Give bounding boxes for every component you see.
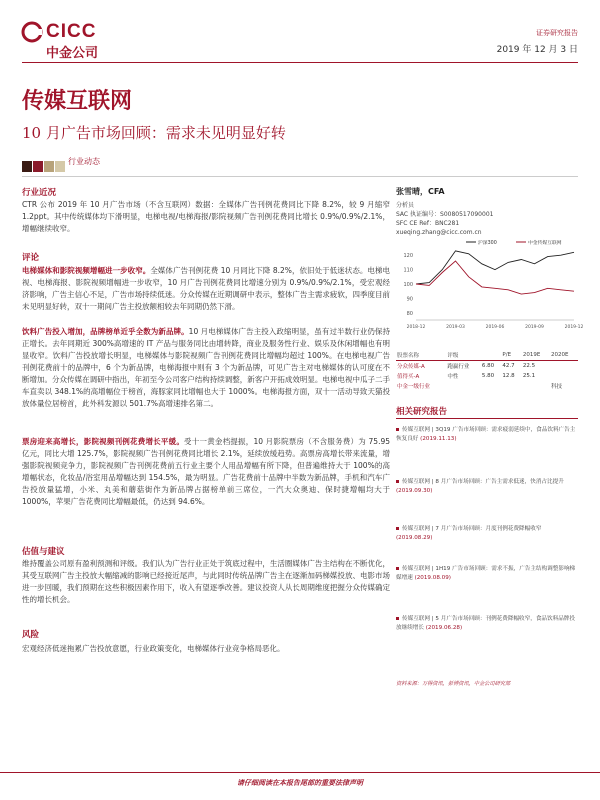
legal-notice[interactable]: 请仔细阅读在本报告尾部的重要法律声明: [237, 779, 363, 787]
stock-pe-2020: 22.5: [522, 363, 536, 369]
y-tick-label: 100: [403, 282, 413, 288]
comment-p1-lead: 电梯媒体和影院视频增幅进一步收窄。: [22, 266, 151, 275]
section-heading-comment: 评论: [22, 253, 40, 263]
table-row: [396, 361, 578, 372]
related-report-item[interactable]: [396, 525, 578, 543]
bullet-icon: [396, 480, 399, 483]
comment-paragraph-1: [22, 265, 390, 313]
risk-text: 宏观经济低迷拖累广告投放意愿，行业政策变化，电梯媒体行业竞争格局恶化。: [22, 644, 285, 653]
stock-name[interactable]: 值得买-A: [397, 374, 420, 380]
related-report-date: (2019.11.13): [420, 436, 457, 442]
x-tick-label: 2019-09: [525, 325, 544, 330]
related-report-item[interactable]: [396, 565, 578, 583]
performance-chart: [396, 236, 584, 336]
table-row: [396, 381, 578, 391]
x-tick-label: 2019-03: [446, 325, 465, 330]
comment-p3-lead: 票房迎来高增长，影院视频刊例花费增长平缓。: [22, 437, 185, 446]
section-heading-overview: 行业近况: [22, 188, 57, 198]
table-header-row: [396, 350, 578, 361]
page-title: 传媒互联网: [22, 88, 133, 114]
comment-p3-body: 受十一黄金档提振，10 月影院票房（不含服务费）为 75.95 亿元，同比大增 125.7%，影院视频广告刊例花费同比增长 2.1%，延续放缓趋势。高票房高增长带来流量，增强影院视频竞争力，影院视频广告刊例花费前五行业主要个人用品增幅有所下降，但普遍维持大于 100%的高增幅状态，化妆品/浴室用品增幅达到 154.5%，最为明显。广告花费前十品牌中半数为新品牌，手机和汽车广告投放量猛增，小米、丸美和蘑菇街作为新品牌占据榜单前三席位，一汽大众奥迪、保时捷增幅均大于 1000%，苹果广告花费同比增幅最低，仍达到 94.6%。: [22, 437, 391, 506]
report-tag: 行业动态: [68, 157, 100, 166]
stock-rating: 中性: [447, 374, 459, 380]
series-line-0: [416, 251, 574, 284]
stock-pe-2020: 25.1: [522, 373, 536, 379]
title-divider: [22, 176, 578, 177]
overview-text: CTR 公布 2019 年 10 月广告市场（不含互联网）数据：全媒体广告刊例花费同比下降 8.2%，较 9 月缩窄 1.2ppt。其中传统媒体均下滑明显，电梯电视/电梯海报/影院视频广告刊例花费同比增长 0.9%/0.9%/2.1%，增幅继续收窄。: [22, 200, 390, 233]
y-tick-label: 90: [406, 296, 413, 303]
table-header-cell: 股票名称: [396, 350, 446, 361]
section-heading-valuation: 估值与建议: [22, 547, 65, 557]
analyst-name: 张雪晴，CFA: [396, 187, 445, 196]
table-header-cell: 2019E: [522, 350, 550, 361]
related-report-title: 传媒互联网 | 3Q19 广告市场回顾：需求疲弱延续中，食品饮料广告主恢复良好: [396, 427, 576, 442]
bullet-icon: [396, 527, 399, 530]
page-subtitle: 10 月广告市场回顾：需求未见明显好转: [22, 124, 286, 142]
source-credits: 资料来源：万得资讯，彭博资讯，中金公司研究部: [396, 681, 511, 687]
stock-rating: 跑赢行业: [447, 364, 470, 370]
related-report-item[interactable]: [396, 478, 578, 496]
section-heading-risk: 风险: [22, 630, 40, 640]
stock-pe-2019: 12.8: [502, 373, 515, 379]
comment-p2-body: 10 月电梯媒体广告主投入政缩明显，虽有过半数行业仍保持正增长。去年同期近 300%高增速的 IT 产品与服务同比由增转降，商业及服务性行业、娱乐及休闲增幅也有明显收窄。饮料广告投放增长明显，电梯媒体与影院视频广告刊例花费同比增幅均超过 100%。在电梯电视广告刊例花费前十的品牌中，6 个为新品牌，电梯海报中则有 3 个为新品牌，可见广告主对电梯媒体的认可度在不断增加。分众传媒在调研中指出，年初至今公司客户结构持续调整，新客户开拓成效明显。电梯电视中瓜子二手车直卖以 348.1%的高增幅位于榜首，海豚家同比增幅也大于 1000%。电梯海报方面，双十一活动导致天猫投放体量位居榜首，此外科发源以 501.7%高增速排名第二。: [22, 327, 390, 408]
related-heading: 相关研究报告: [396, 407, 448, 417]
valuation-text: 维持覆盖公司原有盈利预测和评级。我们认为广告行业正处于筑底过程中，生活圈媒体广告主结构在不断优化，其受互联网广告主投放大幅缩减的影响已经接近尾声，与此同时传统品牌广告主在逐渐加码梯媒投放、电影市场进一步回暖，我们预期在这些积极因素作用下，收入有望逐季改善。建议投资人从长周期维度把握分众传媒确定性的增长机会。: [22, 559, 390, 604]
analyst-sfc: SFC CE Ref：BNC281: [396, 220, 460, 227]
table-header-cell: [481, 350, 502, 361]
analyst-email[interactable]: xueqing.zhang@cicc.com.cn: [396, 229, 482, 236]
x-tick-label: 2018-12: [406, 325, 426, 330]
related-report-item[interactable]: [396, 426, 578, 444]
report-type: 证券研究报告: [536, 29, 578, 37]
series-line-1: [416, 261, 574, 294]
stock-table: [396, 350, 578, 391]
report-date: 2019 年 12 月 3 日: [496, 45, 578, 55]
comment-paragraph-2: [22, 326, 390, 410]
x-tick-label: 2019-12: [564, 325, 584, 330]
analyst-sac: SAC 执证编号：S0080517090001: [396, 211, 494, 218]
related-report-title: 传媒互联网 | 5 月广告市场回顾：刊例花费降幅收窄，食品饮料品牌投放继续增长: [396, 616, 575, 631]
table-header-cell: P/E: [501, 350, 522, 361]
y-tick-label: 80: [406, 310, 413, 317]
footer-divider: [0, 772, 600, 773]
analyst-role: 分析员: [396, 202, 415, 209]
related-report-date: (2019.09.30): [396, 488, 433, 494]
y-tick-label: 120: [403, 253, 413, 260]
bullet-icon: [396, 617, 399, 620]
industry-value: 科技: [550, 384, 562, 390]
header-divider: [22, 62, 578, 63]
legend-label: 中金传媒互联网: [528, 241, 562, 246]
analyst-block: [396, 186, 578, 237]
comment-paragraph-3: [22, 436, 390, 508]
stock-name[interactable]: 分众传媒-A: [397, 364, 425, 370]
industry-label[interactable]: 中金一级行业: [397, 384, 431, 390]
related-report-title: 传媒互联网 | 1H19 广告市场回顾：需求不振，广告主结构调整影响梯媒增速: [396, 566, 576, 581]
bullet-icon: [396, 567, 399, 570]
x-tick-label: 2019-06: [485, 325, 505, 330]
comment-p1-body: 全媒体广告刊例花费 10 月同比下降 8.2%，依旧处于低迷状态。电梯电视、电梯海报、影院视频增幅进一步收窄，10 月广告刊例花费同比增速分别为 0.9%/0.9%/2.1%，受宏观经济影响，广告主信心不足，广告市场持续低迷。分众传媒在近期调研中表示，整体广告主需求疲软，四季度目前未见明显好转，双十一期间广告主投放额相较去年同期仍然下滑。: [22, 266, 391, 311]
tag-blocks: [22, 156, 66, 175]
table-header-cell: 2020E: [550, 350, 578, 361]
related-divider: [396, 418, 578, 419]
stock-target: 6.80: [481, 363, 495, 369]
logo-text-cn: 中金公司: [46, 46, 99, 61]
stock-target: 5.80: [481, 373, 495, 379]
related-report-date: (2019.08.29): [396, 535, 433, 541]
logo-text-en: CICC: [46, 21, 97, 42]
bullet-icon: [396, 428, 399, 431]
table-header-cell: 评级: [446, 350, 481, 361]
related-report-title: 传媒互联网 | 8 月广告市场回顾：广告主需求低迷，快消占比提升: [402, 479, 564, 485]
related-report-item[interactable]: [396, 615, 578, 633]
table-row: [396, 371, 578, 381]
legend-label: 沪深300: [478, 241, 497, 246]
related-report-date: (2019.06.28): [425, 625, 463, 631]
cicc-logo-icon: [22, 22, 42, 42]
related-report-date: (2019.08.09): [414, 575, 451, 581]
stock-pe-2019: 42.7: [502, 363, 515, 369]
related-report-title: 传媒互联网 | 7 月广告市场回顾：月度刊例花费降幅收窄: [402, 526, 542, 532]
y-tick-label: 110: [403, 267, 413, 274]
comment-p2-lead: 饮料广告投入增加，品牌榜单近乎全数为新品牌。: [22, 327, 189, 336]
